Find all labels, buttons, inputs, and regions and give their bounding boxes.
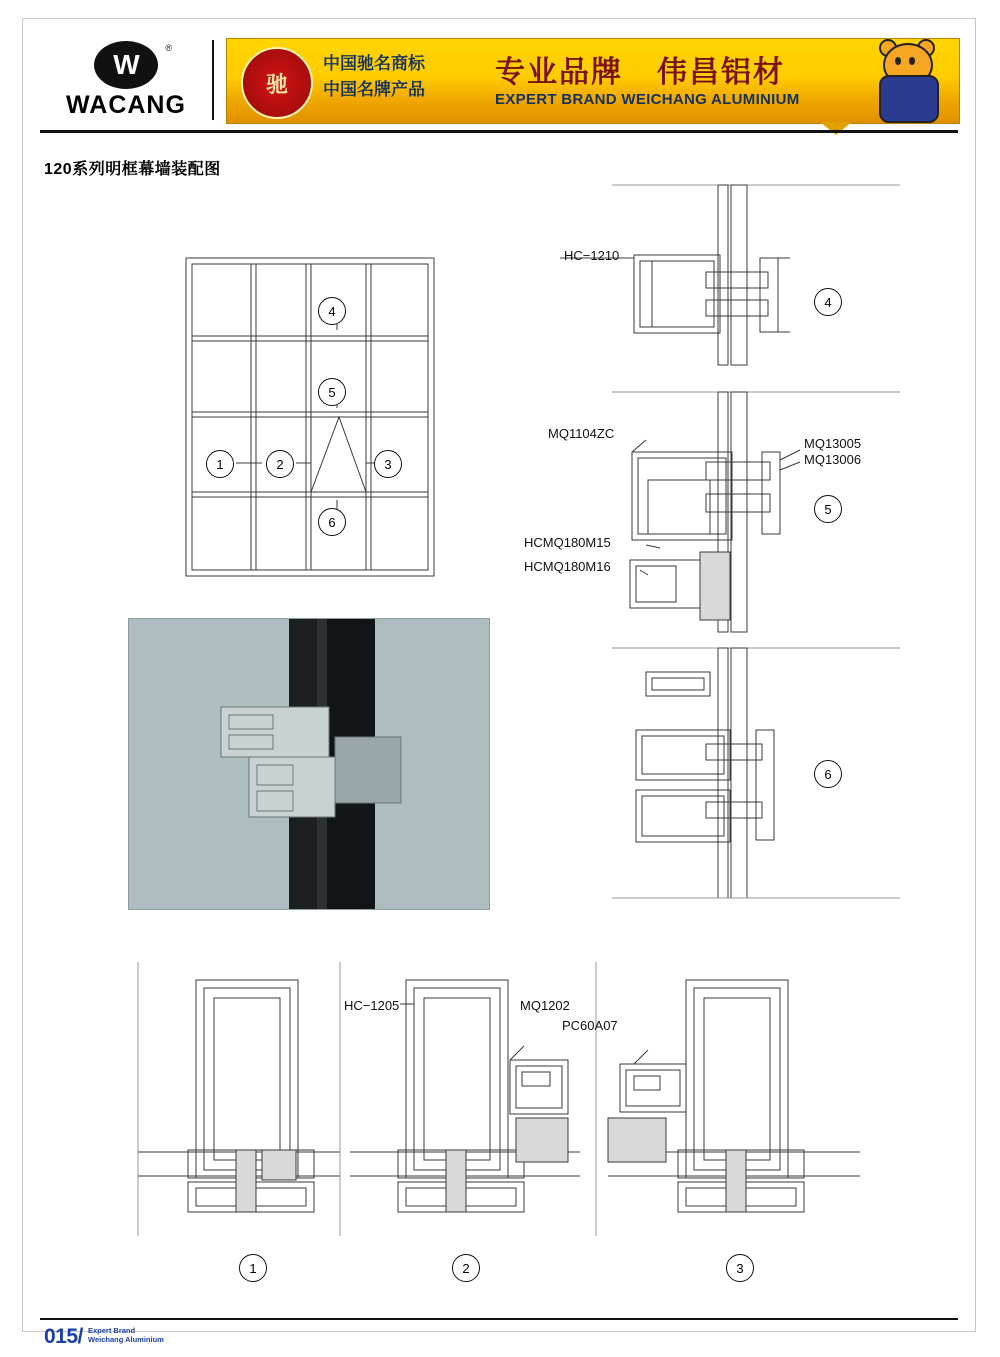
callout-5: 5 [318,378,346,406]
callout-right-5: 5 [814,495,842,523]
certification-line-1: 中国驰名商标 [323,54,425,73]
callout-bottom-1: 1 [239,1254,267,1282]
seal-glyph: 驰 [265,71,288,97]
page-number: 015/ [44,1325,83,1348]
label-mq1104zc: MQ1104ZC [548,426,615,441]
label-pc60a07: PC60A07 [562,1018,618,1033]
callout-1: 1 [206,450,234,478]
label-hcmq180m15: HCMQ180M15 [524,535,611,550]
registered-mark-icon: ® [165,42,172,53]
label-mq13006: MQ13006 [804,452,862,467]
page-title: 120系列明框幕墙装配图 [44,161,221,178]
profile-photo [128,618,490,910]
certification-line-2: 中国名牌产品 [323,80,425,99]
label-mq13005: MQ13005 [804,436,862,451]
footer-line-1: Expert Brand [88,1326,136,1335]
callout-4: 4 [318,297,346,325]
callout-right-6: 6 [814,760,842,788]
footer-line-2: Weichang Aluminium [88,1335,164,1344]
callout-bottom-3: 3 [726,1254,754,1282]
callout-2: 2 [266,450,294,478]
label-hc-1210: HC−1210 [564,248,620,263]
callout-3: 3 [374,450,402,478]
label-hc-1205: HC−1205 [344,998,400,1013]
label-hcmq180m16: HCMQ180M16 [524,559,611,574]
footer-divider [40,1318,958,1320]
headline-cn-left: 专业品牌 [495,56,623,89]
callout-bottom-2: 2 [452,1254,480,1282]
headline-cn-right: 伟昌铝材 [657,56,785,89]
banner-headline-en: EXPERT BRAND WEICHANG ALUMINIUM [495,91,800,108]
footer-brand-text [88,1326,164,1344]
brand-name: WACANG [66,90,186,119]
label-mq1202: MQ1202 [520,998,570,1013]
callout-right-4: 4 [814,288,842,316]
callout-6: 6 [318,508,346,536]
